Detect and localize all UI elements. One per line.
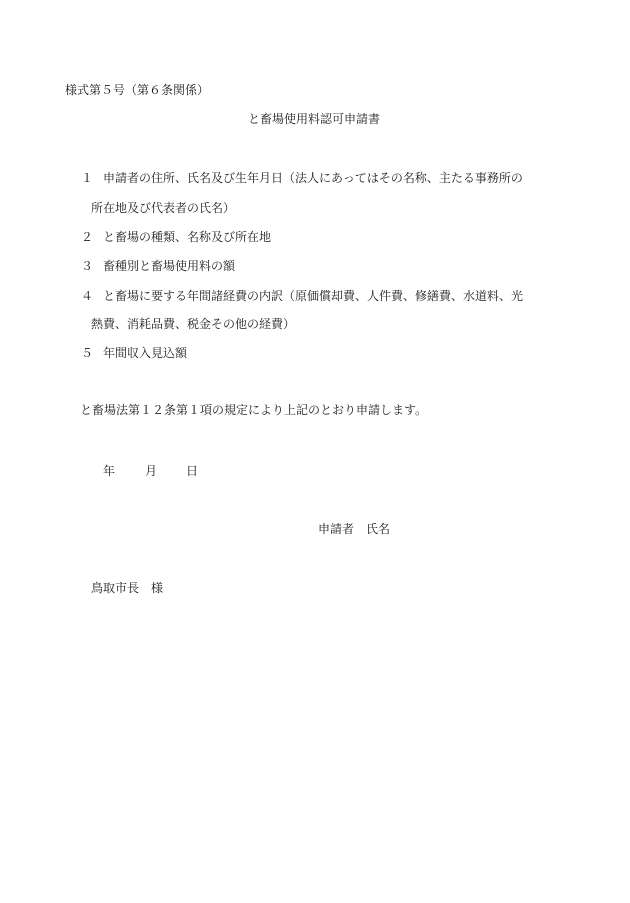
date-line [103,465,203,479]
item-text-line: 所在地及び代表者の氏名） [91,201,236,215]
applicant-name-label: 申請者 氏名 [318,522,391,536]
item-number: ２ [81,230,94,244]
date-month-label: 月 [145,464,158,478]
date-day-label: 日 [186,464,199,478]
item-text-line: 年間収入見込額 [103,346,188,360]
addressee: 鳥取市長 様 [91,581,164,595]
item-number: ４ [81,289,94,303]
item-text-line: 畜種別と畜場使用料の額 [103,259,236,273]
item-number: ５ [81,346,94,360]
item-text-line: と畜場の種類、名称及び所在地 [103,230,272,244]
item-number: １ [81,171,94,185]
form-number: 様式第５号（第６条関係） [65,83,210,97]
item-number: ３ [81,259,94,273]
closing-statement: と畜場法第１２条第１項の規定により上記のとおり申請します。 [80,403,428,417]
item-text-line: 熱費、消耗品費、税金その他の経費） [91,317,296,331]
item-text-line: 申請者の住所、氏名及び生年月日（法人にあってはその名称、主たる事務所の [103,171,523,185]
document-title: と畜場使用料認可申請書 [248,112,381,126]
item-text-line: と畜場に要する年間諸経費の内訳（原価償却費、人件費、修繕費、水道料、光 [103,289,524,303]
date-year-label: 年 [103,464,116,478]
